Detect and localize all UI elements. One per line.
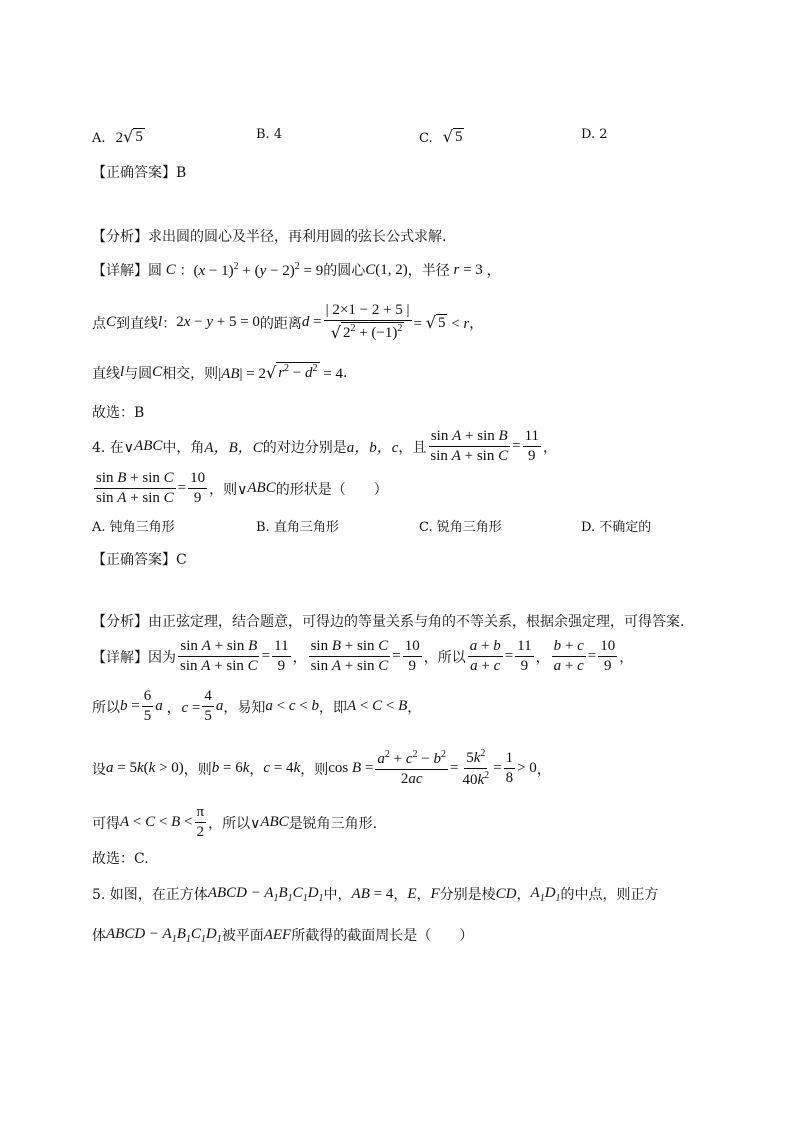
detail-text: ，所以∨ xyxy=(208,815,261,832)
detail-text: ，即 xyxy=(318,699,347,716)
formula: A < C < B < xyxy=(120,814,193,831)
q3-answer-text: 【正确答案】B xyxy=(92,165,187,181)
formula: $A_1D_1$ xyxy=(530,884,561,904)
detail-text: ，半径 xyxy=(407,263,450,279)
fraction: $\frac{4}{5}$ xyxy=(204,688,212,725)
option-c-math: √ 5 xyxy=(442,127,463,146)
question-text: 的对边分别是 xyxy=(262,439,347,456)
formula: ABC xyxy=(247,480,276,497)
detail-text: 的距离 xyxy=(259,315,302,332)
q3-conclusion xyxy=(92,402,144,422)
distance-formula: d = xyxy=(301,314,322,331)
formula: ABC xyxy=(260,814,289,831)
q4-detail-4 xyxy=(92,804,377,842)
formula: c = 4k xyxy=(263,760,301,777)
question-text: 分别是棱 xyxy=(439,887,496,903)
question-text: 5. 如图，在正方体 xyxy=(92,887,208,903)
option-label: B. 直角三角形 xyxy=(256,520,339,535)
question-text: ，则∨ xyxy=(209,481,248,498)
q4-answer xyxy=(92,549,187,569)
ratio-value-2: $\frac{10}{9}$ xyxy=(190,470,206,507)
q3-detail-2: 点 C 到直线 l ： 2x − y + 5 = 0 的距离 d = | 2×1 − 2 + 5 | √ $2^2 + (-1)^2$ = √ 5 < r ， xyxy=(92,302,484,343)
option-label: C. 锐角三角形 xyxy=(419,520,502,535)
formula: A < C < B xyxy=(346,698,408,715)
detail-tag: 【详解】 xyxy=(92,649,148,666)
detail-text: 是锐角三角形. xyxy=(288,815,378,832)
option-d xyxy=(581,127,608,142)
formula: = √ 5 < r xyxy=(413,312,470,332)
detail-text: 可得 xyxy=(92,815,120,832)
q4-detail-1: 【详解】 因为 $\frac{\text{sin A + sin B}}{\text{sin A + sin C}}$ = $\frac{11}{9}$ ， $\frac{\text{sin B + sin C}}{\text{sin A + sin C}}$ = $\frac{10}{9}$ ，所以 $\frac{a + b}{a + c}$ = $\frac{11}{9}$ ， $\frac{b + c}{a + c}$ = $\frac{10}{9}$ ， xyxy=(92,638,634,675)
circle-equation: $(x - 1)^2 + (y - 2)^2 = 9$ xyxy=(193,260,324,279)
conclusion-text: 故选：C. xyxy=(92,851,149,867)
q3-detail-1: 【详解】 圆 C ： $(x - 1)^2 + (y - 2)^2 = 9$ 的圆心 C(1, 2) ，半径 r = 3 ， xyxy=(92,260,501,279)
fraction: $\frac{5k^2}{40k^2}$ xyxy=(462,748,490,789)
fraction: $\frac{\text{sin A + sin B}}{\text{sin A + sin C}}$ xyxy=(180,638,258,675)
q5-stem-1: 5. 如图，在正方体 ABCD − $A_1B_1C_1D_1$ 中， AB = 4 ， E ， F 分别是棱 CD ， $A_1D_1$ 的中点，则正方 xyxy=(92,884,659,904)
formula: ABCD − $A_1B_1C_1D_1$ xyxy=(207,884,324,904)
chord-formula: |AB| = 2 √ $r^2 - d^2$ = 4 xyxy=(218,363,343,382)
option-b-label: B. 4 xyxy=(256,127,283,142)
formula: a，b，c xyxy=(346,440,399,457)
ratio-value-1: $\frac{11}{9}$ xyxy=(524,428,540,465)
detail-text: 点 xyxy=(92,315,106,332)
formula: a < c < b xyxy=(265,698,319,715)
question-text: 中， xyxy=(323,887,352,903)
option-a xyxy=(92,127,145,147)
formula: b = xyxy=(120,698,140,715)
conclusion-text: 故选：B xyxy=(92,405,145,421)
detail-text: ，则 xyxy=(300,761,329,778)
formula: AB = 4 xyxy=(351,885,394,902)
q5-stem-2 xyxy=(92,925,473,945)
option-label: D. 不确定的 xyxy=(581,520,652,535)
q4-option-c xyxy=(419,516,502,535)
fraction: $\frac{\text{sin B + sin C}}{\text{sin A + sin C}}$ xyxy=(310,638,389,675)
formula: b = 6k xyxy=(211,760,250,777)
detail-text: ，易知 xyxy=(223,699,266,716)
question-text: 的中点，则正方 xyxy=(560,887,659,903)
formula: F xyxy=(430,885,440,902)
ratio-fraction-2: $\frac{\text{sin B + sin C}}{\text{sin A + sin C}}$ xyxy=(96,470,174,507)
formula: l xyxy=(120,364,125,380)
cosine-fraction: $\frac{a^2 + c^2 - b^2}{2ac}$ xyxy=(377,749,446,788)
option-a-label: A. xyxy=(92,131,106,146)
question-text: 体 xyxy=(92,928,106,944)
analysis-text: 求出圆的圆心及半径，再利用圆的弦长公式求解. xyxy=(148,229,447,245)
fraction: $\frac{10}{9}$ xyxy=(404,638,420,675)
fraction: $\frac{\pi}{2}$ xyxy=(196,804,205,841)
detail-text: 直线 xyxy=(92,365,120,382)
formula: ABC xyxy=(134,438,163,455)
detail-text: 因为 xyxy=(148,649,176,666)
detail-text: 到直线 xyxy=(116,315,159,332)
question-text: 4. 在∨ xyxy=(92,439,135,456)
formula: cos B = xyxy=(328,760,374,777)
q3-analysis xyxy=(92,226,446,246)
formula: r = 3 xyxy=(453,261,487,278)
option-b xyxy=(256,127,282,142)
formula: a = 5k(k > 0) xyxy=(106,760,184,777)
q4-stem-1: 4. 在∨ ABC 中，角 A，B，C 的对边分别是 a，b，c ，且 $\frac{\text{sin A + sin B}}{\text{sin A + sin C}}$ = $\frac{11}{9}$ ， xyxy=(92,428,558,465)
q4-conclusion xyxy=(92,848,149,868)
formula: l xyxy=(158,314,163,331)
analysis-text: 由正弦定理，结合题意，可得边的等量关系与角的不等关系，根据余强定理，可得答案. xyxy=(148,614,685,630)
q4-option-b xyxy=(256,516,339,535)
option-c-label: C. xyxy=(419,131,433,146)
q4-answer-text: 【正确答案】C xyxy=(92,552,187,568)
formula: ABCD − $A_1B_1C_1D_1$ xyxy=(106,925,222,945)
q4-option-a xyxy=(92,516,175,535)
fraction: $\frac{6}{5}$ xyxy=(143,688,152,725)
option-d-label: D. 2 xyxy=(581,127,608,142)
detail-text: ，所以 xyxy=(423,649,466,666)
q4-detail-2: 所以 b = $\frac{6}{5}$ a ，c = $\frac{4}{5}$ a ，易知 a < c < b ，即 A < C < B ， xyxy=(92,688,422,725)
fraction: $\frac{11}{9}$ xyxy=(274,638,289,675)
q3-answer xyxy=(92,162,186,182)
question-text: ，且 xyxy=(398,439,427,456)
detail-text: 所以 xyxy=(92,699,120,716)
question-text: 所截得的截面周长是（ ） xyxy=(291,928,474,944)
q4-analysis xyxy=(92,611,684,631)
q4-option-d xyxy=(581,516,651,535)
detail-text: 圆 xyxy=(148,263,162,279)
q3-detail-3: 直线 l 与圆 C 相交，则 |AB| = 2 √ $r^2 - d^2$ = 4 . xyxy=(92,363,348,382)
analysis-tag: 【分析】 xyxy=(92,229,148,245)
ratio-fraction-1: $\frac{\text{sin A + sin B}}{\text{sin A + sin C}}$ xyxy=(430,428,509,465)
line-equation: 2x − y + 5 = 0 xyxy=(176,314,260,331)
detail-text: ，则 xyxy=(183,761,212,778)
fraction: $\frac{1}{8}$ xyxy=(505,750,514,787)
question-text: 被平面 xyxy=(221,928,264,944)
detail-text: 设 xyxy=(92,761,106,778)
detail-text: 的圆心 xyxy=(323,263,366,279)
fraction: $\frac{a + b}{a + c}$ xyxy=(469,638,501,675)
option-a-math: 2 √ 5 xyxy=(115,127,143,146)
formula: A，B，C xyxy=(204,440,263,457)
formula: E xyxy=(407,885,417,902)
formula: CD xyxy=(495,885,517,902)
detail-text: 相交，则 xyxy=(162,365,219,382)
formula: AEF xyxy=(263,926,292,943)
fraction: $\frac{b + c}{a + c}$ xyxy=(553,638,584,675)
fraction: $\frac{11}{9}$ xyxy=(517,638,532,675)
detail-text: 与圆 xyxy=(124,365,153,382)
question-text: 的形状是（ ） xyxy=(275,481,388,498)
analysis-tag: 【分析】 xyxy=(92,614,148,630)
fraction: $\frac{10}{9}$ xyxy=(600,638,616,675)
formula: C xyxy=(106,314,117,331)
formula: C(1, 2) xyxy=(365,261,408,278)
option-label: A. 钝角三角形 xyxy=(92,520,175,535)
question-text: 中，角 xyxy=(162,439,205,456)
formula: C xyxy=(162,261,180,278)
q4-stem-2: $\frac{\text{sin B + sin C}}{\text{sin A + sin C}}$ = $\frac{10}{9}$ ，则∨ ABC 的形状是（ ） xyxy=(96,470,388,507)
detail-tag: 【详解】 xyxy=(92,263,148,279)
distance-fraction: | 2×1 − 2 + 5 | √ $2^2 + (-1)^2$ xyxy=(325,302,410,343)
q4-detail-3: 设 a = 5k(k > 0) ，则 b = 6k ， c = 4k ，则 cos B = $\frac{a^2 + c^2 - b^2}{2ac}$ = $\frac{5k^2}{40k^2}$ = $\frac{1}{8}$ > 0 ， xyxy=(92,748,551,789)
option-c xyxy=(419,127,464,147)
formula: C xyxy=(152,364,163,380)
